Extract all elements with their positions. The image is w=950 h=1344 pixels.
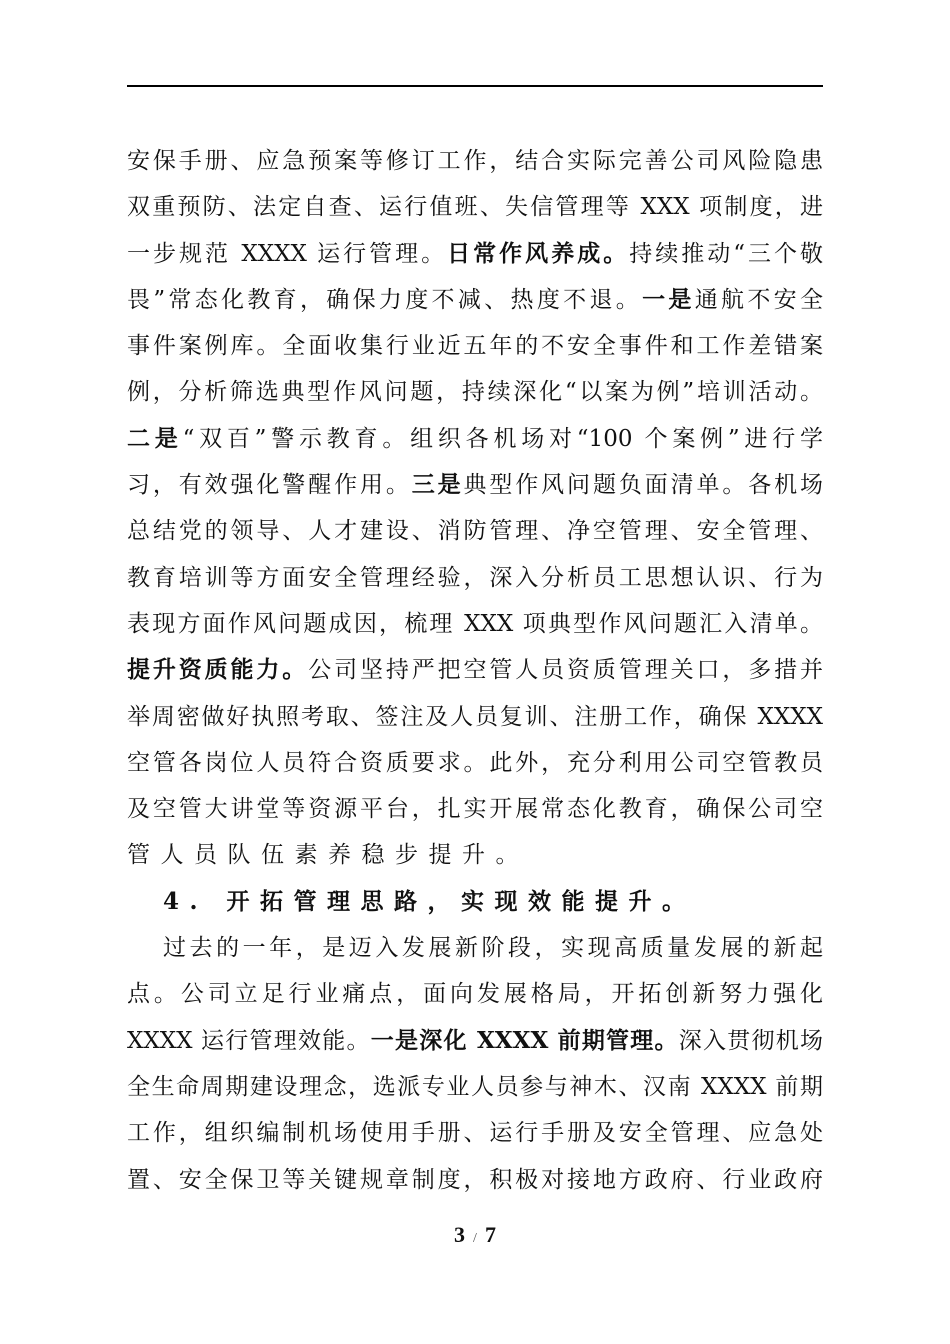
- section-heading: [127, 882, 823, 928]
- text-segment: 典型作风问题负面清单。各机场: [463, 472, 824, 499]
- current-page: 3: [454, 1222, 466, 1247]
- text-segment: 一步规范 XXXX 运行管理。: [127, 240, 448, 267]
- text-segment: 点。公司立足行业痛点，面向发展格局，开拓创新努力强化: [127, 981, 823, 1008]
- text-line: [127, 280, 823, 326]
- text-segment: 安保手册、应急预案等修订工作，结合实际完善公司风险隐患: [127, 148, 823, 174]
- text-segment: 置、安全保卫等关键规章制度，积极对接地方政府、行业政府: [127, 1166, 823, 1193]
- bold-text: 一是: [642, 285, 695, 313]
- text-segment: 例，分析筛选典型作风问题，持续深化“以案为例”培训活动。: [127, 379, 823, 406]
- text-segment: 畏”常态化教育，确保力度不减、热度不退。: [127, 286, 643, 313]
- text-segment: 总结党的领导、人才建设、消防管理、净空管理、安全管理、: [127, 518, 823, 545]
- bold-text: 一是深化 XXXX 前期管理。: [370, 1026, 679, 1054]
- bold-text: 日常作风养成。: [447, 239, 630, 267]
- bold-text: 提升资质能力。: [127, 656, 309, 684]
- text-segment: 及空管大讲堂等资源平台，扎实开展常态化教育，确保公司空: [127, 796, 823, 823]
- text-segment: 管人员队伍素养稳步提升。: [127, 842, 529, 869]
- text-line: [127, 326, 823, 372]
- text-line: [127, 604, 823, 650]
- text-line: [127, 558, 823, 604]
- text-segment: “双百”警示教育。组织各机场对“100 个案例”进行学: [182, 425, 823, 452]
- bold-text: 三是: [411, 471, 464, 499]
- text-line: [127, 187, 823, 233]
- header-rule: [127, 85, 823, 87]
- text-line: [127, 928, 823, 974]
- text-segment: 教育培训等方面安全管理经验，深入分析员工思想认识、行为: [127, 564, 823, 591]
- text-line: [127, 974, 823, 1020]
- text-line: [127, 1160, 823, 1206]
- text-line: [127, 1067, 823, 1113]
- text-line: [127, 141, 823, 187]
- page-separator: /: [473, 1231, 477, 1246]
- text-line: [127, 1113, 823, 1159]
- text-segment: 习，有效强化警醒作用。: [127, 472, 412, 499]
- bold-text: 二是: [127, 424, 183, 452]
- text-line: [127, 234, 823, 280]
- page-number: [0, 1222, 950, 1248]
- text-line: [127, 419, 823, 465]
- text-segment: 双重预防、法定自查、运行值班、失信管理等 XXX 项制度，进: [127, 194, 823, 221]
- text-line: [127, 789, 823, 835]
- text-line: [127, 743, 823, 789]
- text-segment: 事件案例库。全面收集行业近五年的不安全事件和工作差错案: [127, 333, 823, 360]
- text-segment: 持续推动“三个敬: [629, 240, 823, 267]
- text-segment: 过去的一年，是迈入发展新阶段，实现高质量发展的新起: [163, 935, 823, 962]
- text-line: [127, 650, 823, 696]
- document-body: [127, 141, 823, 1206]
- text-line: [127, 511, 823, 557]
- text-segment: 表现方面作风问题成因，梳理 XXX 项典型作风问题汇入清单。: [127, 610, 823, 637]
- text-line: [127, 465, 823, 511]
- text-segment: 工作，组织编制机场使用手册、运行手册及安全管理、应急处: [127, 1120, 823, 1147]
- text-segment: 深入贯彻机场: [678, 1027, 823, 1054]
- bold-text: 4. 开拓管理思路，实现效能提升。: [163, 887, 696, 915]
- text-line: [127, 697, 823, 743]
- text-line: [127, 1021, 823, 1067]
- text-line: [127, 372, 823, 418]
- text-segment: 空管各岗位人员符合资质要求。此外，充分利用公司空管教员: [127, 749, 823, 776]
- text-segment: 全生命周期建设理念，选派专业人员参与神木、汉南 XXXX 前期: [127, 1073, 823, 1100]
- text-segment: 举周密做好执照考取、签注及人员复训、注册工作，确保 XXXX: [127, 703, 823, 730]
- total-pages: 7: [484, 1222, 496, 1247]
- text-segment: XXXX 运行管理效能。: [127, 1027, 371, 1054]
- text-line: [127, 835, 823, 881]
- text-segment: 公司坚持严把空管人员资质管理关口，多措并: [308, 657, 824, 684]
- text-segment: 通航不安全: [694, 286, 824, 313]
